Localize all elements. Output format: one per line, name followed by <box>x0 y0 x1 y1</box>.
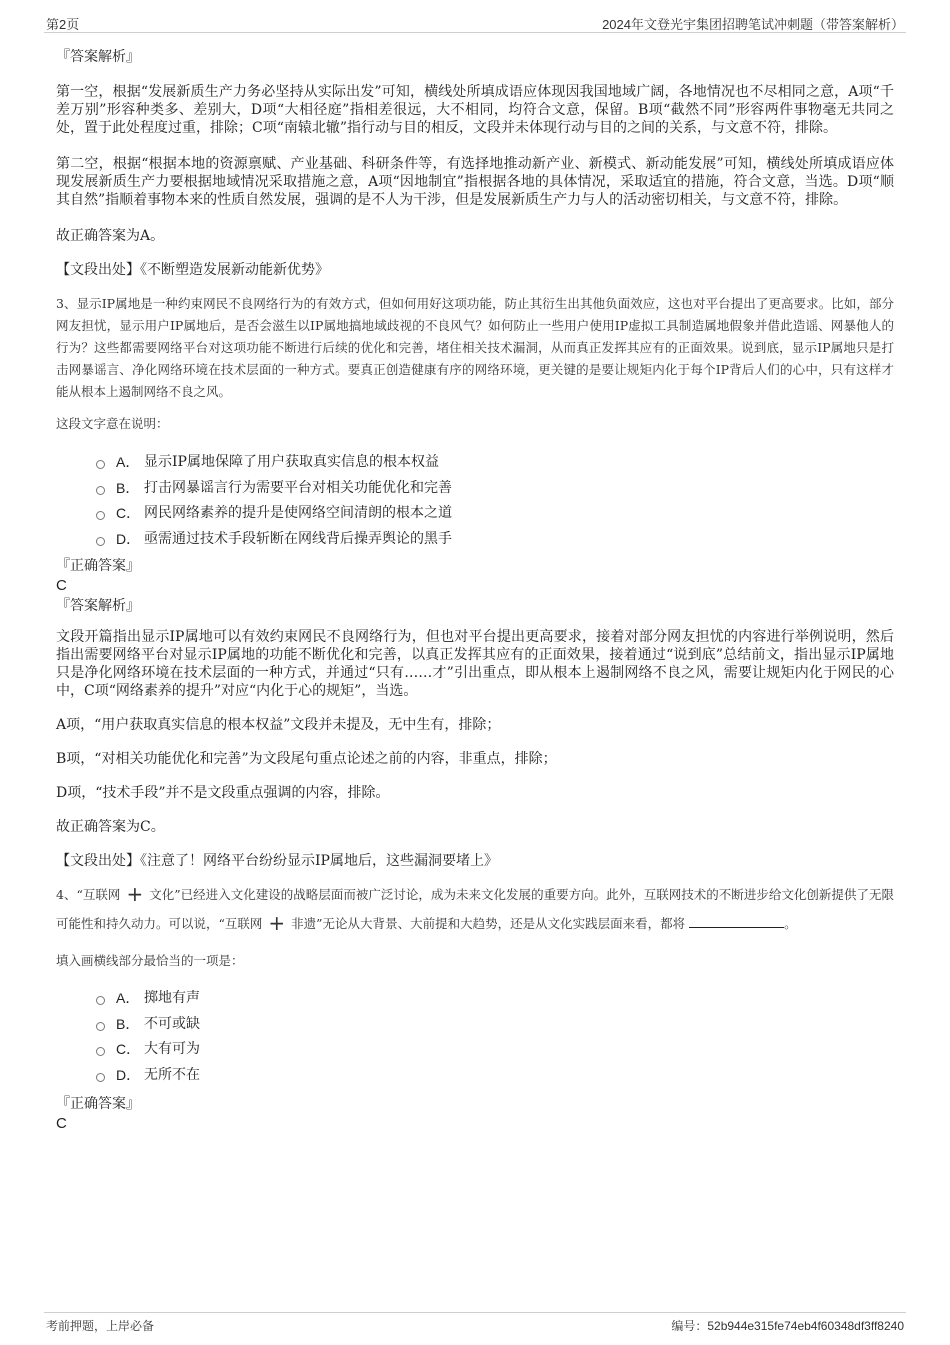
main-content <box>56 44 894 1134</box>
option-letter: D． <box>116 530 141 547</box>
option-letter: A． <box>116 454 140 470</box>
q4-options <box>56 986 894 1088</box>
q2-conclusion: 故正确答案为A。 <box>56 228 165 244</box>
q3-analysis-label: 『答案解析』 <box>56 598 140 614</box>
q4-correct-answer: C <box>56 1115 67 1132</box>
page-number: 第2页 <box>46 17 80 32</box>
q3-options <box>56 450 894 552</box>
q3-correct-label: 『正确答案』 <box>56 558 140 574</box>
q3-prompt: 这段文字意在说明： <box>56 416 169 431</box>
q4-option-a[interactable] <box>56 986 894 1012</box>
q3-stem <box>56 293 894 403</box>
option-text: 掷地有声 <box>144 990 200 1006</box>
q4-stem: 4、“互联网 + 文化”已经进入文化建设的战略层面而被广泛讨论，成为未来文化发展的重要方向。此外，互联网技术的不断进步给文化创新提供了无限可能性和持久动力。可以说，“互联网 + 非遗”无论从大背景、大前提和大趋势，还是从文化实践层面来看，都将 。 <box>56 882 894 935</box>
option-letter: D． <box>116 1066 141 1083</box>
page-footer <box>44 1312 906 1335</box>
fill-in-blank <box>689 914 784 928</box>
page-header <box>44 12 906 33</box>
q3-analysis-b: B项，“对相关功能优化和完善”为文段尾句重点论述之前的内容，非重点，排除； <box>56 751 557 767</box>
q3-option-c[interactable] <box>56 501 894 527</box>
q3-option-d[interactable] <box>56 527 894 553</box>
option-letter: B． <box>116 1015 140 1032</box>
q2-source: 【文段出处】《不断塑造发展新动能新优势》 <box>56 262 329 278</box>
radio-icon[interactable] <box>96 1047 105 1056</box>
q4-correct-label: 『正确答案』 <box>56 1096 140 1112</box>
radio-icon[interactable] <box>96 511 105 520</box>
radio-icon[interactable] <box>96 996 105 1005</box>
document-title: 2024年文登光宇集团招聘笔试冲刺题（带答案解析） <box>602 17 904 32</box>
q3-source: 【文段出处】《注意了！网络平台纷纷显示IP属地后，这些漏洞要堵上》 <box>56 853 498 869</box>
option-letter: B． <box>116 479 140 496</box>
q3-analysis-a: A项，“用户获取真实信息的根本权益”文段并未提及，无中生有，排除； <box>56 717 501 733</box>
q2-analysis-para1: 第一空，根据“发展新质生产力务必坚持从实际出发”可知，横线处所填成语应体现因我国地域广阔，各地情况也不尽相同之意，A项“千差万别”形容种类多、差别大，D项“大相径庭”指相差很远，大不相同，均符合文意，保留。B项“截然不同”形容两件事物毫无共同之处，置于此处程度过重，排除；C项“南辕北辙”指行动与目的相反，文段并未体现行动与目的之间的关系，与文意不符，排除。 <box>56 84 894 136</box>
q2-analysis-para2: 第二空，根据“根据本地的资源禀赋、产业基础、科研条件等，有选择地推动新产业、新模式、新动能发展”可知，横线处所填成语应体现发展新质生产力要根据地域情况采取措施之意，A项“因地制宜”指根据各地的具体情况，采取适宜的措施，符合文意，当选。D项“顺其自然”指顺着事物本来的性质自然发展，强调的是不人为干涉，但是发展新质生产力与人的活动密切相关，与文意不符，排除。 <box>56 156 894 208</box>
plus-sign: + <box>126 882 144 906</box>
option-letter: A． <box>116 990 140 1006</box>
radio-icon[interactable] <box>96 537 105 546</box>
option-text: 网民网络素养的提升是使网络空间清朗的根本之道 <box>144 505 452 521</box>
q3-correct-answer: C <box>56 577 67 594</box>
q4-option-d[interactable] <box>56 1063 894 1089</box>
q3-analysis: 文段开篇指出显示IP属地可以有效约束网民不良网络行为，但也对平台提出更高要求，接着对部分网友担忧的内容进行举例说明，然后指出需要网络平台对显示IP属地的功能不断优化和完善，以真正发挥其应有的正面效果，接着通过“说到底”总结前文，指出显示IP属地只是净化网络环境在技术层面的一种方式，并通过“只有……才”引出重点，即从根本上遏制网络不良之风，需要让规矩内化于网民的心中，C项“网络素养的提升”对应“内化于心的规矩”，当选。 <box>56 629 894 699</box>
footer-slogan: 考前押题，上岸必备 <box>46 1319 155 1333</box>
q4-prompt: 填入画横线部分最恰当的一项是： <box>56 953 244 968</box>
q3-conclusion: 故正确答案为C。 <box>56 819 165 835</box>
plus-sign: + <box>268 911 286 935</box>
document-code: 编号：52b944e315fe74eb4f60348df3ff8240 <box>671 1319 904 1333</box>
radio-icon[interactable] <box>96 486 105 495</box>
q3-analysis-d: D项，“技术手段”并不是文段重点强调的内容，排除。 <box>56 785 390 801</box>
option-text: 不可或缺 <box>144 1015 200 1032</box>
q2-analysis-label: 『答案解析』 <box>56 49 140 65</box>
option-text: 无所不在 <box>144 1066 200 1083</box>
q4-option-c[interactable] <box>56 1037 894 1063</box>
q3-option-b[interactable] <box>56 476 894 502</box>
q3-number: 3、 <box>56 296 77 311</box>
radio-icon[interactable] <box>96 1073 105 1082</box>
q3-option-a[interactable] <box>56 450 894 476</box>
radio-icon[interactable] <box>96 460 105 469</box>
option-text: 亟需通过技术手段斩断在网线背后操弄舆论的黑手 <box>144 530 452 547</box>
option-letter: C． <box>116 505 141 521</box>
radio-icon[interactable] <box>96 1022 105 1031</box>
option-text: 大有可为 <box>144 1041 200 1057</box>
option-letter: C． <box>116 1041 141 1057</box>
option-text: 打击网暴谣言行为需要平台对相关功能优化和完善 <box>144 479 452 496</box>
option-text: 显示IP属地保障了用户获取真实信息的根本权益 <box>144 454 439 470</box>
q4-number: 4、 <box>56 887 77 902</box>
q4-option-b[interactable] <box>56 1012 894 1038</box>
q3-stem-text: 显示IP属地是一种约束网民不良网络行为的有效方式，但如何用好这项功能，防止其衍生出其他负面效应，这也对平台提出了更高要求。比如，部分网友担忧，显示用户IP属地后，是否会滋生以IP属地搞地域歧视的不良风气？如何防止一些用户使用IP虚拟工具制造属地假象并借此造谣、网暴他人的行为？这些都需要网络平台对这项功能不断进行后续的优化和完善，堵住相关技术漏洞，从而真正发挥其应有的正面效果。说到底，显示IP属地只是打击网暴谣言、净化网络环境在技术层面的一种方式。要真正创造健康有序的网络环境，更关键的是要让规矩内化于每个IP背后人们的心中，只有这样才能从根本上遏制网络不良之风。 <box>56 296 895 399</box>
